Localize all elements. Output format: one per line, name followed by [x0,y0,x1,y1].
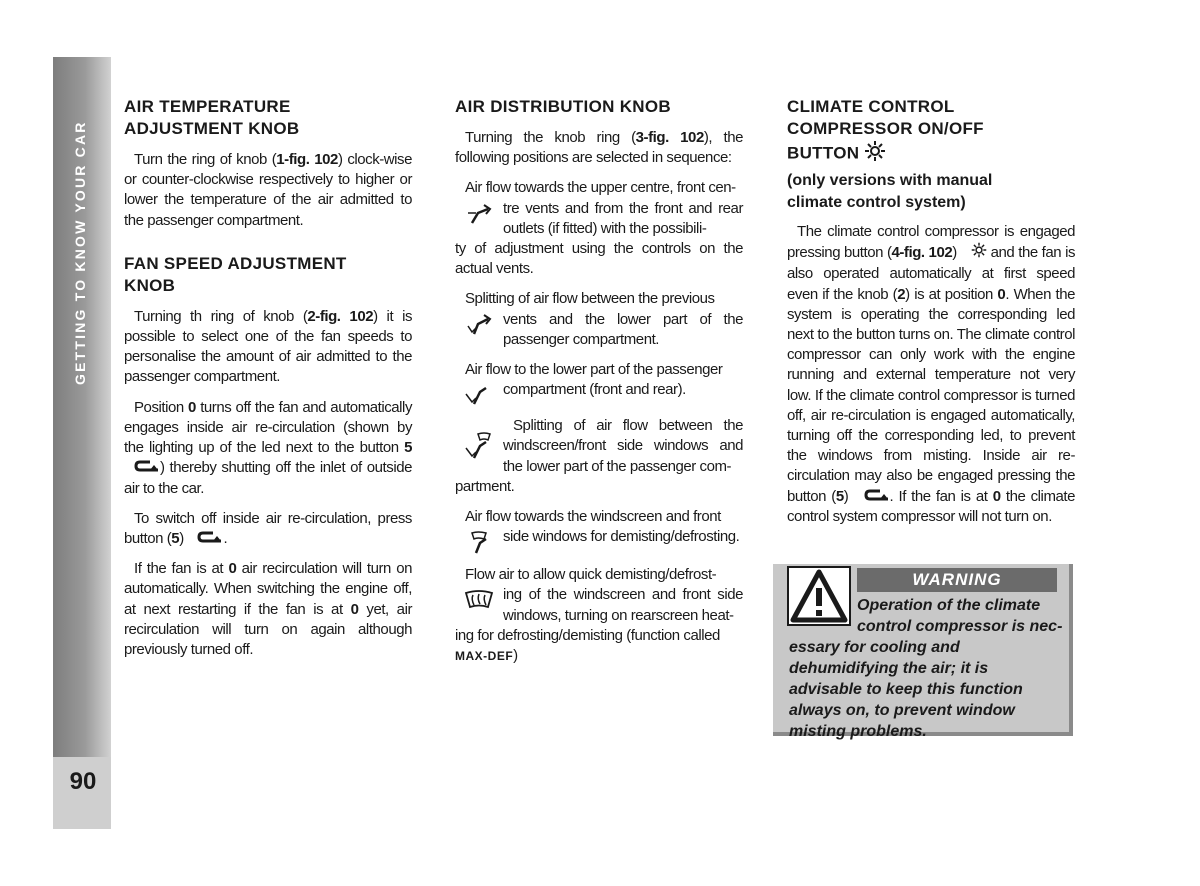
paragraph-distribution-intro: Turning the knob ring (3-fig. 102), the following positions are selected in sequence: [455,129,743,167]
heading-compressor: CLIMATE CONTROL COMPRESSOR ON/OFF BUTTON [787,96,1075,168]
page-number: 90 [69,768,97,795]
figure-ref: 3-fig. 102 [635,129,704,146]
paragraph-compressor: The climate control compressor is engaged pressing button (4-fig. 102) and the fan is also operated automatically at first speed even if the knob (2) is at position 0. When the system is operating the corresponding led next to the button turns on. The climate control compressor can only work with the engine running and external temperature not very low. If the climate control compressor is turned off, air re-circulation is engaged automatically, turning off the corresponding led, to prevent the windows from misting. Inside air re-circulation may also be engaged pressing the button (5) . If the fan is at 0 the climate control system compressor will not turn on. [787,223,1075,525]
column-temperature-fan [124,96,412,670]
paragraph-temperature: Turn the ring of knob (1-fig. 102) clock-wise or counter-clockwise respectively to higher or lower the temperature of the air admitted to the passenger compartment. [124,151,412,229]
figure-ref: 4-fig. 102 [891,244,953,262]
heading-air-temperature [124,96,412,140]
snowflake-icon [864,140,886,168]
vent-upper-icon [455,199,503,225]
recirculation-icon [187,529,223,549]
paragraph-position-zero: Position 0 turns off the fan and automatically engages inside air re-circulation (shown by the lighting up of the led next to the button 5 ) thereby shutting off the inlet of outside air to the car. [124,398,412,497]
paragraph-fan-speed: Turning th ring of knob (2-fig. 102) it is possible to select one of the fan speeds to personalise the amount of air admitted to the passenger compartment. [124,307,412,386]
distribution-item: Flow air to allow quick demisting/defrost- ing of the windscreen and front side windows, turning on rearscreen heat- ing for defrosting/demisting (function called MAX-DEF) [455,566,743,665]
warning-box [773,564,1073,740]
vent-upper-lower-icon [455,310,503,336]
windscreen-lower-icon [455,416,503,460]
max-def-icon [455,585,503,611]
figure-ref: 2-fig. 102 [307,307,374,325]
heading-line: KNOB [124,275,176,295]
warning-header: WARNING [857,568,1057,592]
vent-lower-icon [455,380,503,406]
heading-fan-speed [124,253,412,297]
figure-ref: 1-fig. 102 [276,151,338,168]
column-air-distribution [455,96,743,676]
heading-line: FAN SPEED ADJUSTMENT [124,253,347,273]
warning-text: Operation of the climate control compressor is nec- essary for cooling and dehumidifying the air; it is advisable to keep this function always on, to prevent window misting problems. [789,597,1063,740]
subheading-versions: (only versions with manual climate control system) [787,172,993,211]
distribution-item: Air flow to the lower part of the passenger compartment (front and rear). [455,360,743,406]
paragraph-fan-zero: If the fan is at 0 air recirculation will turn on automatically. When switching the engine off, at next restarting if the fan is at 0 yet, air recirculation will turn on again although previously turned off. [124,560,412,659]
section-title: GETTING TO KNOW YOUR CAR [72,120,88,385]
distribution-item: Splitting of air flow between the windscreen/front side windows and the lower part of the passenger com- partment. [455,417,743,495]
max-def-label: MAX-DEF [455,649,514,664]
column-compressor [787,96,1075,537]
heading-line: ADJUSTMENT KNOB [124,119,300,138]
paragraph-switch-off: To switch off inside air re-circulation, press button (5) . [124,509,412,549]
distribution-item: Air flow towards the upper centre, front cen- tre vents and from the front and rear outlets (if fitted) with the possibili- ty of adjustment using the controls on the actual vents. [455,179,743,278]
snowflake-icon [961,242,987,264]
distribution-item: Air flow towards the windscreen and front side windows for demisting/defrosting. [455,507,743,555]
recirculation-icon [124,458,160,478]
distribution-item: Splitting of air flow between the previous vents and the lower part of the passenger compartment. [455,289,743,350]
heading-air-distribution: AIR DISTRIBUTION KNOB [455,97,671,116]
heading-line: AIR TEMPERATURE [124,97,291,116]
windscreen-icon [455,527,503,555]
recirculation-icon [854,487,890,507]
